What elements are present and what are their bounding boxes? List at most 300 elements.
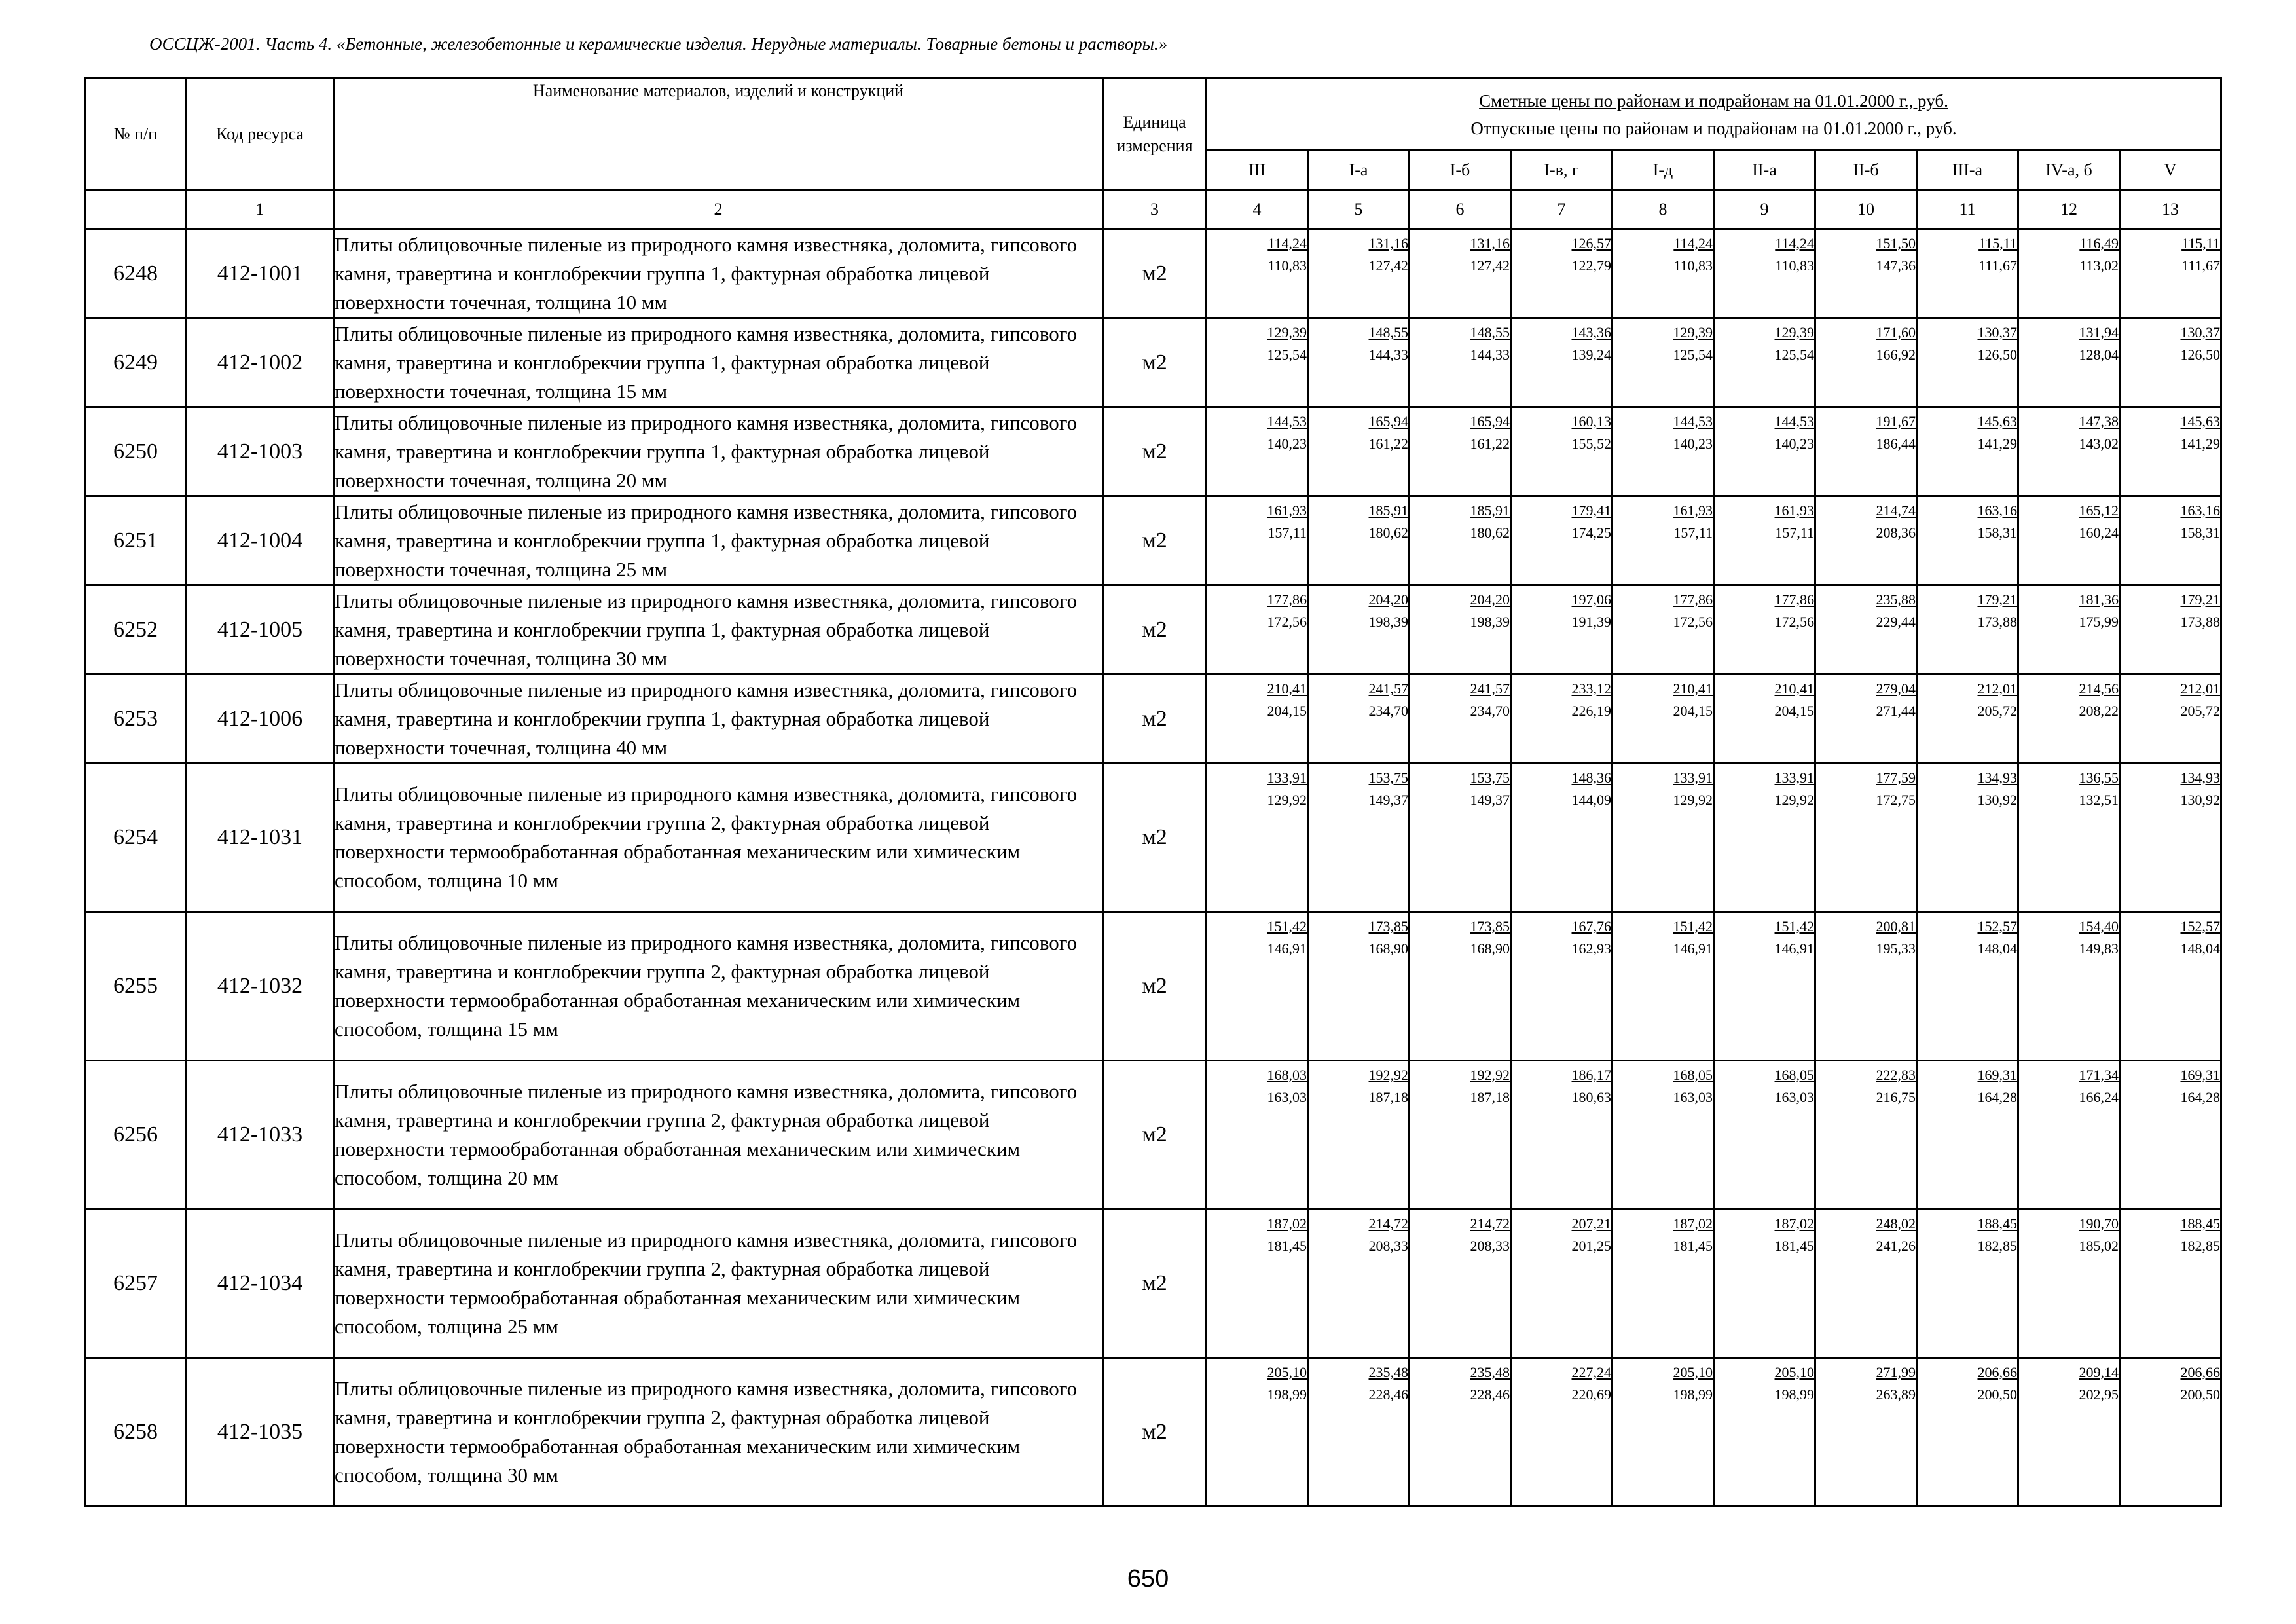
- price-cell: [1207, 674, 1308, 764]
- release-price: 208,33: [1368, 1238, 1408, 1255]
- table-row: [85, 318, 2221, 407]
- release-price: 271,44: [1876, 703, 1916, 720]
- release-price: 149,37: [1368, 792, 1408, 809]
- estimate-price: 136,55: [2079, 769, 2119, 786]
- price-cell: [1815, 674, 1917, 764]
- price-cell: [1511, 912, 1613, 1061]
- column-number: 1: [187, 190, 334, 229]
- release-price: 234,70: [1470, 703, 1510, 720]
- release-price: 127,42: [1470, 257, 1510, 274]
- release-price: 144,33: [1470, 346, 1510, 363]
- release-price: 201,25: [1571, 1238, 1611, 1255]
- price-cell: [2120, 585, 2221, 674]
- unit-of-measure: м2: [1103, 1209, 1207, 1358]
- release-price: 181,45: [1774, 1238, 1814, 1255]
- estimate-price: 241,57: [1368, 680, 1408, 697]
- table-row: [85, 496, 2221, 585]
- price-cell: [2018, 1061, 2120, 1209]
- estimate-price: 177,86: [1673, 591, 1713, 608]
- price-cell: [1308, 674, 1410, 764]
- price-cell: [2120, 764, 2221, 912]
- header-index: № п/п: [85, 79, 187, 190]
- price-cell: [1714, 764, 1815, 912]
- price-cell: [1613, 496, 1714, 585]
- material-name: Плиты облицовочные пиленые из природного камня известняка, доломита, гипсового камня, травертина и конглобрекчии группа 1, фактурная обработка лицевой поверхности точечная, толщина 30 мм: [334, 585, 1103, 674]
- unit-of-measure: м2: [1103, 1061, 1207, 1209]
- estimate-price: 209,14: [2079, 1364, 2119, 1380]
- price-cell: [1511, 585, 1613, 674]
- estimate-price: 191,67: [1876, 413, 1916, 430]
- release-price: 125,54: [1267, 346, 1307, 363]
- release-price: 198,99: [1774, 1386, 1814, 1403]
- estimate-price: 233,12: [1571, 680, 1611, 697]
- estimate-price: 169,31: [1977, 1067, 2017, 1083]
- page-header: ОССЦЖ-2001. Часть 4. «Бетонные, железобетонные и керамические изделия. Нерудные материалы. Товарные бетоны и растворы.»: [149, 34, 1168, 54]
- price-cell: [1308, 318, 1410, 407]
- release-price: 187,18: [1470, 1089, 1510, 1106]
- price-cell: [1308, 1358, 1410, 1507]
- estimate-price: 168,05: [1774, 1067, 1814, 1083]
- table-row: [85, 407, 2221, 496]
- price-cell: [2018, 407, 2120, 496]
- release-price: 140,23: [1673, 435, 1713, 452]
- estimate-price: 161,93: [1267, 502, 1307, 519]
- price-cell: [1917, 1358, 2018, 1507]
- estimate-price: 151,42: [1673, 918, 1713, 934]
- estimate-price: 115,11: [1978, 235, 2017, 251]
- estimate-price: 210,41: [1673, 680, 1713, 697]
- column-number: 2: [334, 190, 1103, 229]
- price-cell: [1815, 1061, 1917, 1209]
- estimate-price: 168,05: [1673, 1067, 1713, 1083]
- price-cell: [1917, 912, 2018, 1061]
- price-cell: [1207, 1358, 1308, 1507]
- release-price: 157,11: [1673, 525, 1713, 542]
- price-cell: [1714, 1358, 1815, 1507]
- release-price: 208,33: [1470, 1238, 1510, 1255]
- price-cell: [1207, 585, 1308, 674]
- price-cell: [2018, 1209, 2120, 1358]
- price-cell: [1613, 585, 1714, 674]
- release-price: 129,92: [1673, 792, 1713, 809]
- release-price: 216,75: [1876, 1089, 1916, 1106]
- estimate-price: 115,11: [2181, 235, 2220, 251]
- release-price: 174,25: [1571, 525, 1611, 542]
- price-cell: [1815, 585, 1917, 674]
- release-price: 263,89: [1876, 1386, 1916, 1403]
- price-cell: [1714, 496, 1815, 585]
- unit-of-measure: м2: [1103, 318, 1207, 407]
- price-cell: [1410, 1061, 1511, 1209]
- estimate-price: 235,48: [1470, 1364, 1510, 1380]
- material-name: Плиты облицовочные пиленые из природного камня известняка, доломита, гипсового камня, травертина и конглобрекчии группа 1, фактурная обработка лицевой поверхности точечная, толщина 20 мм: [334, 407, 1103, 496]
- estimate-price: 171,60: [1876, 324, 1916, 341]
- price-cell: [1410, 764, 1511, 912]
- release-price: 144,09: [1571, 792, 1611, 809]
- header-region: I-а: [1308, 151, 1410, 190]
- estimate-price: 185,91: [1470, 502, 1510, 519]
- material-name: Плиты облицовочные пиленые из природного камня известняка, доломита, гипсового камня, травертина и конглобрекчии группа 2, фактурная обработка лицевой поверхности термообработанная обработанная механическим или химическим способом, толщина 25 мм: [334, 1209, 1103, 1358]
- price-cell: [1917, 496, 2018, 585]
- unit-of-measure: м2: [1103, 764, 1207, 912]
- release-price: 229,44: [1876, 614, 1916, 631]
- price-cell: [1613, 1209, 1714, 1358]
- price-cell: [1207, 407, 1308, 496]
- estimate-price: 210,41: [1774, 680, 1814, 697]
- release-price: 155,52: [1571, 435, 1611, 452]
- estimate-price: 160,13: [1571, 413, 1611, 430]
- release-price: 234,70: [1368, 703, 1408, 720]
- estimate-price: 161,93: [1673, 502, 1713, 519]
- release-price: 226,19: [1571, 703, 1611, 720]
- release-price: 157,11: [1775, 525, 1814, 542]
- row-index: 6256: [85, 1061, 187, 1209]
- column-number: 10: [1815, 190, 1917, 229]
- release-price: 164,28: [2180, 1089, 2220, 1106]
- resource-code: 412-1004: [187, 496, 334, 585]
- header-region: I-в, г: [1511, 151, 1613, 190]
- release-price: 146,91: [1267, 940, 1307, 957]
- row-index: 6257: [85, 1209, 187, 1358]
- price-cell: [1815, 912, 1917, 1061]
- price-cell: [1410, 229, 1511, 318]
- release-price: 160,24: [2079, 525, 2119, 542]
- resource-code: 412-1031: [187, 764, 334, 912]
- release-price: 182,85: [2180, 1238, 2220, 1255]
- table-row: [85, 1061, 2221, 1209]
- price-cell: [1714, 229, 1815, 318]
- price-cell: [2018, 1358, 2120, 1507]
- price-cell: [1815, 229, 1917, 318]
- price-cell: [1410, 318, 1511, 407]
- price-cell: [1917, 674, 2018, 764]
- row-index: 6254: [85, 764, 187, 912]
- estimate-price: 179,41: [1571, 502, 1611, 519]
- release-price: 208,36: [1876, 525, 1916, 542]
- price-cell: [2018, 318, 2120, 407]
- price-cell: [2120, 318, 2221, 407]
- estimate-price: 152,57: [1977, 918, 2017, 934]
- estimate-price: 148,55: [1368, 324, 1408, 341]
- row-index: 6251: [85, 496, 187, 585]
- price-cell: [1410, 1209, 1511, 1358]
- row-index: 6255: [85, 912, 187, 1061]
- release-price: 128,04: [2079, 346, 2119, 363]
- price-cell: [1410, 674, 1511, 764]
- price-cell: [2120, 1209, 2221, 1358]
- estimate-price: 212,01: [2180, 680, 2220, 697]
- price-cell: [1511, 1061, 1613, 1209]
- estimate-price: 114,24: [1267, 235, 1307, 251]
- estimate-price: 177,59: [1876, 769, 1916, 786]
- estimate-price: 167,76: [1571, 918, 1611, 934]
- estimate-price: 144,53: [1673, 413, 1713, 430]
- unit-of-measure: м2: [1103, 585, 1207, 674]
- resource-code: 412-1032: [187, 912, 334, 1061]
- release-price: 129,92: [1267, 792, 1307, 809]
- release-price: 146,91: [1774, 940, 1814, 957]
- column-number: 9: [1714, 190, 1815, 229]
- price-cell: [1917, 764, 2018, 912]
- release-price: 228,46: [1368, 1386, 1408, 1403]
- unit-of-measure: м2: [1103, 674, 1207, 764]
- price-cell: [1613, 912, 1714, 1061]
- header-prices: [1207, 79, 2221, 151]
- release-price: 163,03: [1774, 1089, 1814, 1106]
- estimate-price: 152,57: [2180, 918, 2220, 934]
- price-cell: [1613, 318, 1714, 407]
- row-index: 6250: [85, 407, 187, 496]
- release-price: 205,72: [1977, 703, 2017, 720]
- release-price: 180,63: [1571, 1089, 1611, 1106]
- price-cell: [1308, 1209, 1410, 1358]
- table-row: [85, 674, 2221, 764]
- estimate-price: 151,42: [1774, 918, 1814, 934]
- price-cell: [1714, 912, 1815, 1061]
- price-cell: [1410, 912, 1511, 1061]
- column-number: 5: [1308, 190, 1410, 229]
- estimate-price: 185,91: [1368, 502, 1408, 519]
- estimate-price: 114,24: [1775, 235, 1814, 251]
- header-region: I-б: [1410, 151, 1511, 190]
- estimate-price: 151,42: [1267, 918, 1307, 934]
- price-cell: [1917, 1209, 2018, 1358]
- estimate-price: 163,16: [1977, 502, 2017, 519]
- price-cell: [1511, 1209, 1613, 1358]
- estimate-price: 200,81: [1876, 918, 1916, 934]
- estimate-price: 134,93: [1977, 769, 2017, 786]
- release-price: 172,75: [1876, 792, 1916, 809]
- price-cell: [2018, 674, 2120, 764]
- estimate-price: 131,16: [1368, 235, 1408, 251]
- estimate-price: 205,10: [1774, 1364, 1814, 1380]
- estimate-price: 179,21: [1977, 591, 2017, 608]
- release-price: 186,44: [1876, 435, 1916, 452]
- release-price: 175,99: [2079, 614, 2119, 631]
- price-cell: [1410, 585, 1511, 674]
- release-price: 204,15: [1774, 703, 1814, 720]
- release-price: 195,33: [1876, 940, 1916, 957]
- price-cell: [1308, 912, 1410, 1061]
- estimate-price: 227,24: [1571, 1364, 1611, 1380]
- release-price: 187,18: [1368, 1089, 1408, 1106]
- estimate-price: 205,10: [1673, 1364, 1713, 1380]
- price-cell: [1308, 496, 1410, 585]
- estimate-price: 206,66: [2180, 1364, 2220, 1380]
- price-cell: [1207, 912, 1308, 1061]
- estimate-price: 171,34: [2079, 1067, 2119, 1083]
- price-cell: [1511, 229, 1613, 318]
- price-cell: [1917, 229, 2018, 318]
- header-code: Код ресурса: [187, 79, 334, 190]
- estimate-price: 130,37: [1977, 324, 2017, 341]
- price-cell: [1613, 1061, 1714, 1209]
- estimate-price: 187,02: [1267, 1215, 1307, 1232]
- estimate-price: 206,66: [1977, 1364, 2017, 1380]
- price-cell: [1613, 1358, 1714, 1507]
- price-cell: [1815, 318, 1917, 407]
- estimate-price: 148,36: [1571, 769, 1611, 786]
- material-name: Плиты облицовочные пиленые из природного камня известняка, доломита, гипсового камня, травертина и конглобрекчии группа 1, фактурная обработка лицевой поверхности точечная, толщина 40 мм: [334, 674, 1103, 764]
- estimate-price: 130,37: [2180, 324, 2220, 341]
- price-cell: [1917, 585, 2018, 674]
- estimate-price: 181,36: [2079, 591, 2119, 608]
- release-price: 173,88: [2180, 614, 2220, 631]
- release-price: 144,33: [1368, 346, 1408, 363]
- price-cell: [1511, 764, 1613, 912]
- release-price: 140,23: [1774, 435, 1814, 452]
- release-price: 143,02: [2079, 435, 2119, 452]
- price-cell: [1714, 585, 1815, 674]
- release-price: 132,51: [2079, 792, 2119, 809]
- estimate-price: 214,56: [2079, 680, 2119, 697]
- estimate-price: 192,92: [1470, 1067, 1510, 1083]
- release-price: 148,04: [2180, 940, 2220, 957]
- price-cell: [1207, 1061, 1308, 1209]
- estimate-price: 153,75: [1368, 769, 1408, 786]
- unit-of-measure: м2: [1103, 229, 1207, 318]
- row-index: 6252: [85, 585, 187, 674]
- price-cell: [1714, 1209, 1815, 1358]
- release-price: 241,26: [1876, 1238, 1916, 1255]
- release-price: 113,02: [2079, 257, 2119, 274]
- release-price: 110,83: [1775, 257, 1814, 274]
- estimate-price: 190,70: [2079, 1215, 2119, 1232]
- release-price: 126,50: [1977, 346, 2017, 363]
- release-price: 202,95: [2079, 1386, 2119, 1403]
- estimate-price: 165,12: [2079, 502, 2119, 519]
- material-name: Плиты облицовочные пиленые из природного камня известняка, доломита, гипсового камня, травертина и конглобрекчии группа 2, фактурная обработка лицевой поверхности термообработанная обработанная механическим или химическим способом, толщина 15 мм: [334, 912, 1103, 1061]
- price-cell: [2120, 496, 2221, 585]
- price-cell: [1511, 318, 1613, 407]
- release-price: 204,15: [1673, 703, 1713, 720]
- resource-code: 412-1002: [187, 318, 334, 407]
- price-cell: [1207, 318, 1308, 407]
- estimate-price: 235,48: [1368, 1364, 1408, 1380]
- material-name: Плиты облицовочные пиленые из природного камня известняка, доломита, гипсового камня, травертина и конглобрекчии группа 2, фактурная обработка лицевой поверхности термообработанная обработанная механическим или химическим способом, толщина 30 мм: [334, 1358, 1103, 1507]
- price-cell: [1613, 407, 1714, 496]
- release-price: 220,69: [1571, 1386, 1611, 1403]
- price-cell: [1511, 496, 1613, 585]
- release-price: 140,23: [1267, 435, 1307, 452]
- column-number: 6: [1410, 190, 1511, 229]
- estimate-price: 271,99: [1876, 1364, 1916, 1380]
- release-price: 198,99: [1673, 1386, 1713, 1403]
- estimate-price: 163,16: [2180, 502, 2220, 519]
- release-price: 166,24: [2079, 1089, 2119, 1106]
- price-cell: [2018, 764, 2120, 912]
- header-region: III-а: [1917, 151, 2018, 190]
- material-name: Плиты облицовочные пиленые из природного камня известняка, доломита, гипсового камня, травертина и конглобрекчии группа 1, фактурная обработка лицевой поверхности точечная, толщина 15 мм: [334, 318, 1103, 407]
- release-price: 111,67: [1978, 257, 2017, 274]
- estimate-price: 129,39: [1267, 324, 1307, 341]
- estimate-price: 143,36: [1571, 324, 1611, 341]
- column-number: 13: [2120, 190, 2221, 229]
- estimate-price: 131,16: [1470, 235, 1510, 251]
- estimate-price: 134,93: [2180, 769, 2220, 786]
- release-price: 110,83: [1673, 257, 1713, 274]
- table-row: [85, 229, 2221, 318]
- column-number: 7: [1511, 190, 1613, 229]
- row-index: 6258: [85, 1358, 187, 1507]
- price-cell: [2120, 912, 2221, 1061]
- row-index: 6248: [85, 229, 187, 318]
- price-cell: [1511, 407, 1613, 496]
- price-cell: [1207, 229, 1308, 318]
- resource-code: 412-1005: [187, 585, 334, 674]
- unit-of-measure: м2: [1103, 407, 1207, 496]
- release-price: 198,39: [1368, 614, 1408, 631]
- header-region: II-б: [1815, 151, 1917, 190]
- price-cell: [2120, 1358, 2221, 1507]
- price-cell: [1410, 1358, 1511, 1507]
- column-number-blank: [85, 190, 187, 229]
- header-region: III: [1207, 151, 1308, 190]
- estimate-price: 222,83: [1876, 1067, 1916, 1083]
- price-cell: [1207, 764, 1308, 912]
- price-cell: [1613, 764, 1714, 912]
- price-cell: [1308, 229, 1410, 318]
- release-price: 172,56: [1774, 614, 1814, 631]
- release-price: 198,39: [1470, 614, 1510, 631]
- header-region: IV-а, б: [2018, 151, 2120, 190]
- release-price: 141,29: [1977, 435, 2017, 452]
- estimate-price: 214,72: [1368, 1215, 1408, 1232]
- estimate-price: 205,10: [1267, 1364, 1307, 1380]
- release-price: 162,93: [1571, 940, 1611, 957]
- release-price: 204,15: [1267, 703, 1307, 720]
- release-price: 139,24: [1571, 346, 1611, 363]
- release-price: 148,04: [1977, 940, 2017, 957]
- unit-of-measure: м2: [1103, 912, 1207, 1061]
- price-cell: [1714, 1061, 1815, 1209]
- estimate-price: 173,85: [1470, 918, 1510, 934]
- estimate-price: 144,53: [1267, 413, 1307, 430]
- price-cell: [1815, 1358, 1917, 1507]
- estimate-price: 210,41: [1267, 680, 1307, 697]
- estimate-price: 129,39: [1673, 324, 1713, 341]
- material-name: Плиты облицовочные пиленые из природного камня известняка, доломита, гипсового камня, травертина и конглобрекчии группа 2, фактурная обработка лицевой поверхности термообработанная обработанная механическим или химическим способом, толщина 20 мм: [334, 1061, 1103, 1209]
- release-price: 168,90: [1368, 940, 1408, 957]
- estimate-price: 187,02: [1673, 1215, 1713, 1232]
- unit-of-measure: м2: [1103, 1358, 1207, 1507]
- estimate-price: 192,92: [1368, 1067, 1408, 1083]
- price-cell: [2018, 912, 2120, 1061]
- release-price: 173,88: [1977, 614, 2017, 631]
- estimate-price: 207,21: [1571, 1215, 1611, 1232]
- release-price: 127,42: [1368, 257, 1408, 274]
- release-price: 110,83: [1267, 257, 1307, 274]
- estimate-price: 133,91: [1774, 769, 1814, 786]
- estimate-price: 212,01: [1977, 680, 2017, 697]
- release-price: 166,92: [1876, 346, 1916, 363]
- price-cell: [1917, 407, 2018, 496]
- estimate-price: 148,55: [1470, 324, 1510, 341]
- price-cell: [1815, 407, 1917, 496]
- release-price: 200,50: [2180, 1386, 2220, 1403]
- resource-code: 412-1034: [187, 1209, 334, 1358]
- release-price: 149,37: [1470, 792, 1510, 809]
- release-price: 149,83: [2079, 940, 2119, 957]
- release-price: 111,67: [2181, 257, 2220, 274]
- estimate-price: 114,24: [1673, 235, 1713, 251]
- estimate-price: 165,94: [1470, 413, 1510, 430]
- release-price: 146,91: [1673, 940, 1713, 957]
- release-price: 181,45: [1267, 1238, 1307, 1255]
- row-index: 6253: [85, 674, 187, 764]
- release-price: 200,50: [1977, 1386, 2017, 1403]
- price-cell: [2120, 229, 2221, 318]
